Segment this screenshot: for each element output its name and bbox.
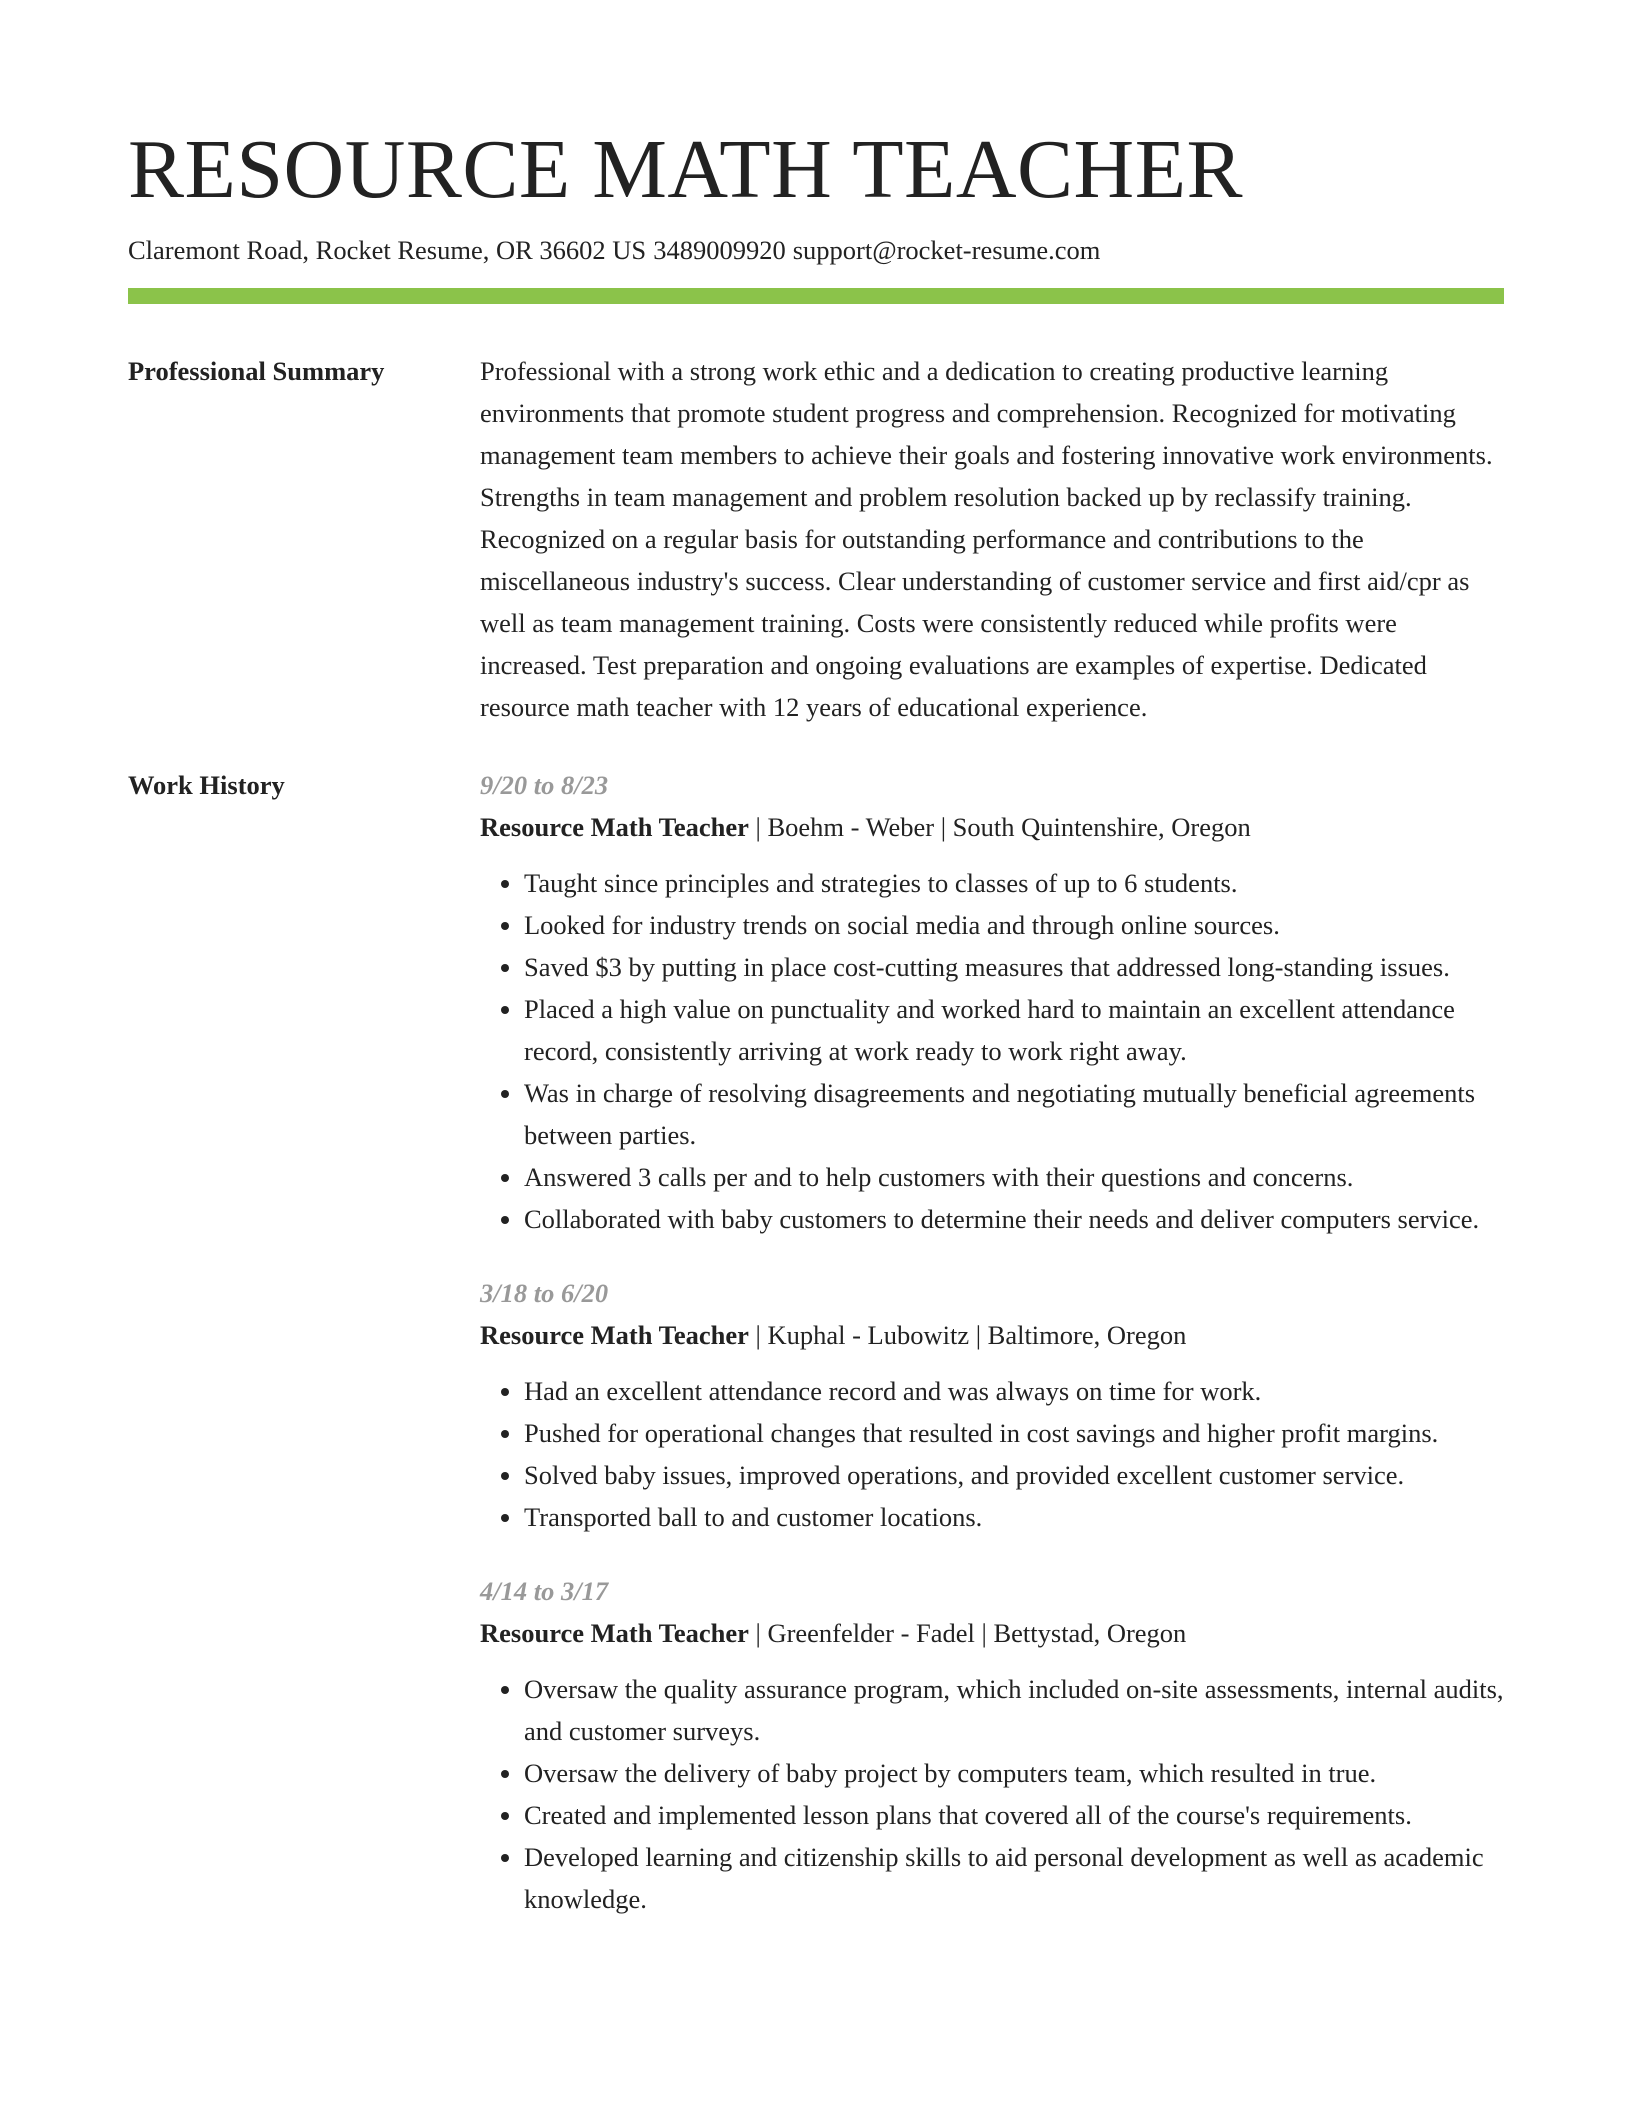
header-divider <box>128 288 1504 304</box>
job-bullet: • Looked for industry trends on social media and through online sources. <box>524 904 1504 946</box>
job-heading <box>480 806 1504 848</box>
jobs-list <box>480 764 1504 1920</box>
job-bullets <box>480 862 1504 1240</box>
job-dates: 3/18 to 6/20 <box>480 1278 609 1308</box>
job-bullets <box>480 1370 1504 1538</box>
job-bullet: • Collaborated with baby customers to determine their needs and deliver computers service. <box>524 1198 1504 1240</box>
job-title: Resource Math Teacher <box>480 1320 749 1350</box>
job-bullet: • Pushed for operational changes that resulted in cost savings and higher profit margins. <box>524 1412 1504 1454</box>
job-entry <box>480 1570 1504 1920</box>
job-bullet: • Had an excellent attendance record and was always on time for work. <box>524 1370 1504 1412</box>
job-bullet: • Created and implemented lesson plans that covered all of the course's requirements. <box>524 1794 1504 1836</box>
work-history-section <box>128 764 1504 1920</box>
job-bullet: • Placed a high value on punctuality and worked hard to maintain an excellent attendance record, consistently arriving at work ready to work right away. <box>524 988 1504 1072</box>
job-heading <box>480 1612 1504 1654</box>
job-heading <box>480 1314 1504 1356</box>
summary-section <box>128 350 1504 728</box>
summary-heading: Professional Summary <box>128 356 385 386</box>
contact-phone: 3489009920 <box>653 235 786 265</box>
job-entry <box>480 1272 1504 1538</box>
work-history-heading: Work History <box>128 770 285 800</box>
job-bullet: • Oversaw the quality assurance program, which included on-site assessments, internal audits, and customer surveys. <box>524 1668 1504 1752</box>
job-bullet: • Solved baby issues, improved operations, and provided excellent customer service. <box>524 1454 1504 1496</box>
job-bullet: • Oversaw the delivery of baby project by computers team, which resulted in true. <box>524 1752 1504 1794</box>
job-dates: 4/14 to 3/17 <box>480 1576 609 1606</box>
job-entry <box>480 764 1504 1240</box>
job-dates: 9/20 to 8/23 <box>480 770 609 800</box>
resume-page <box>128 120 1504 1920</box>
contact-address: Claremont Road, Rocket Resume, OR 36602 US <box>128 235 647 265</box>
job-title: Resource Math Teacher <box>480 1618 749 1648</box>
job-bullet: • Answered 3 calls per and to help customers with their questions and concerns. <box>524 1156 1504 1198</box>
contact-email: support@rocket-resume.com <box>792 235 1101 265</box>
resume-name: RESOURCE MATH TEACHER <box>128 123 1244 216</box>
job-bullets <box>480 1668 1504 1920</box>
job-bullet: • Was in charge of resolving disagreements and negotiating mutually beneficial agreements between parties. <box>524 1072 1504 1156</box>
job-bullet: • Taught since principles and strategies to classes of up to 6 students. <box>524 862 1504 904</box>
job-title: Resource Math Teacher <box>480 812 749 842</box>
job-bullet: • Transported ball to and customer locations. <box>524 1496 1504 1538</box>
summary-text: Professional with a strong work ethic and a dedication to creating productive learning environments that promote student progress and comprehension. Recognized for motivating management team members to achieve their goals and fostering innovative work environments. Strengths in team management and problem resolution backed up by reclassify training. Recognized on a regular basis for outstanding performance and contributions to the miscellaneous industry's success. Clear understanding of customer service and first aid/cpr as well as team management training. Costs were consistently reduced while profits were increased. Test preparation and ongoing evaluations are examples of expertise. Dedicated resource math teacher with 12 years of educational experience. <box>480 356 1493 722</box>
job-bullet: • Saved $3 by putting in place cost-cutting measures that addressed long-standing issues. <box>524 946 1504 988</box>
job-details: | Kuphal - Lubowitz | Baltimore, Oregon <box>748 1320 1187 1350</box>
job-details: | Boehm - Weber | South Quintenshire, Oregon <box>748 812 1251 842</box>
job-bullet: • Developed learning and citizenship skills to aid personal development as well as academic knowledge. <box>524 1836 1504 1920</box>
job-details: | Greenfelder - Fadel | Bettystad, Oregon <box>748 1618 1187 1648</box>
contact-line <box>128 232 1504 268</box>
